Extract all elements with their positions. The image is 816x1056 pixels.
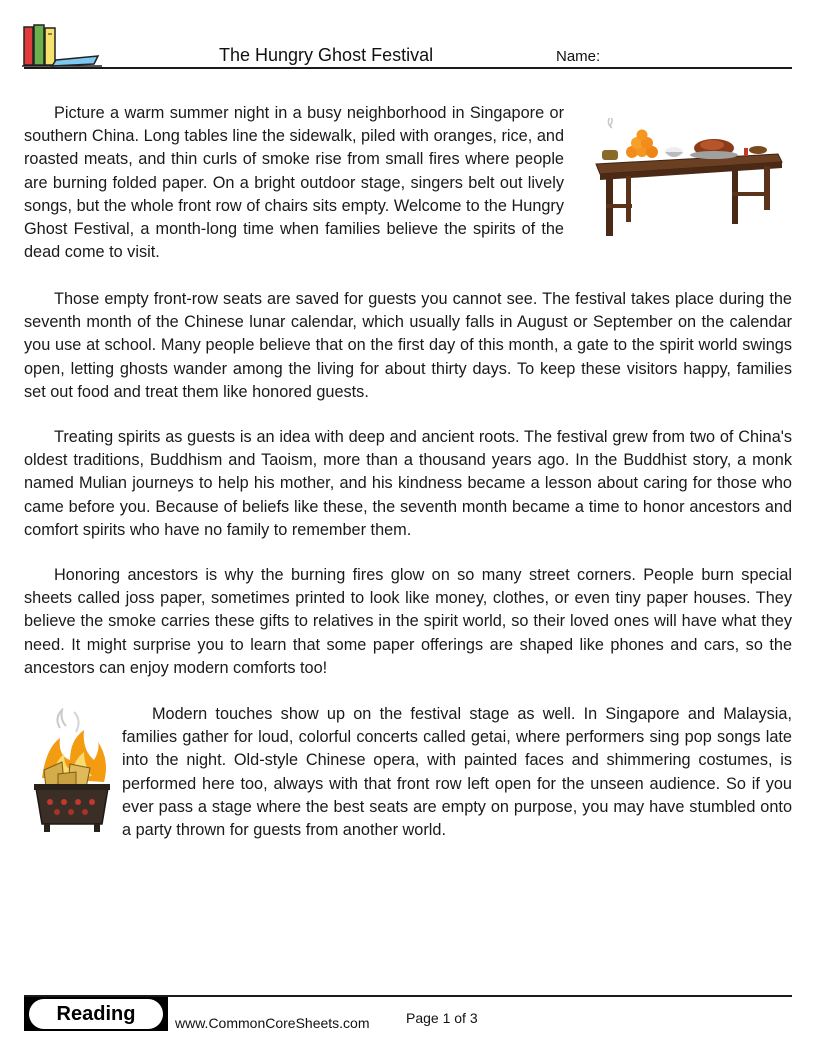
books-icon	[22, 22, 102, 68]
paragraph-4: Honoring ancestors is why the burning fires glow on so many street corners. People burn special sheets called joss paper, sometimes printed to look like money, clothes, or even tiny paper houses. They believe the smoke carries these gifts to relatives in the spirit world, so their loved ones will have what they need. It might surprise you to learn that some paper offerings are shaped like phones and cars, so the ancestors can enjoy modern comforts too!	[24, 566, 792, 677]
burning-joss-paper-image	[30, 708, 114, 836]
subject-badge: Reading	[29, 999, 163, 1029]
page-number: Page 1 of 3	[406, 1010, 478, 1026]
paragraph-1: Picture a warm summer night in a busy neighborhood in Singapore or southern China. Long tables line the sidewalk, piled with oranges, rice, and roasted meats, and thin curls of smoke rise from small fires where people are burning folded paper. On a bright outdoor stage, singers belt out lively songs, but the whole front row of chairs sits empty. Welcome to the Hungry Ghost Festival, a month-long time when families believe the spirits of the dead come to visit.	[24, 104, 564, 262]
header-divider	[24, 67, 792, 69]
offering-table-image	[592, 118, 784, 242]
page-title: The Hungry Ghost Festival	[219, 45, 434, 65]
page-header	[0, 0, 816, 72]
paragraph-3: Treating spirits as guests is an idea with deep and ancient roots. The festival grew from two of China's oldest traditions, Buddhism and Taoism, more than a thousand years ago. In the Buddhist story, a monk named Mulian journeys to help his mother, and his kindness became a lesson about caring for those who came before you. Because of beliefs like these, the seventh month became a time to honor ancestors and comfort spirits who have no family to remember them.	[24, 428, 792, 539]
name-label: Name:	[556, 48, 601, 65]
paragraph-5: Modern touches show up on the festival stage as well. In Singapore and Malaysia, families gather for loud, colorful concerts called getai, where performers sing pop songs late into the night. Old-style Chinese opera, with painted faces and shimmering costumes, is performed here too, always with that front row left open for the unseen audience. So if you ever pass a stage where the best seats are empty on purpose, you may have stumbled onto a party thrown for guests from another world.	[122, 705, 792, 840]
paragraph-2: Those empty front-row seats are saved for guests you cannot see. The festival takes place during the seventh month of the Chinese lunar calendar, which usually falls in August or September on the calendar you use at school. Many people believe that on the first day of this month, a gate to the spirit world swings open, letting ghosts wander among the living for about thirty days. To keep these visitors happy, families set out food and treat them like honored guests.	[24, 290, 792, 401]
site-url[interactable]: www.CommonCoreSheets.com	[175, 1015, 370, 1031]
